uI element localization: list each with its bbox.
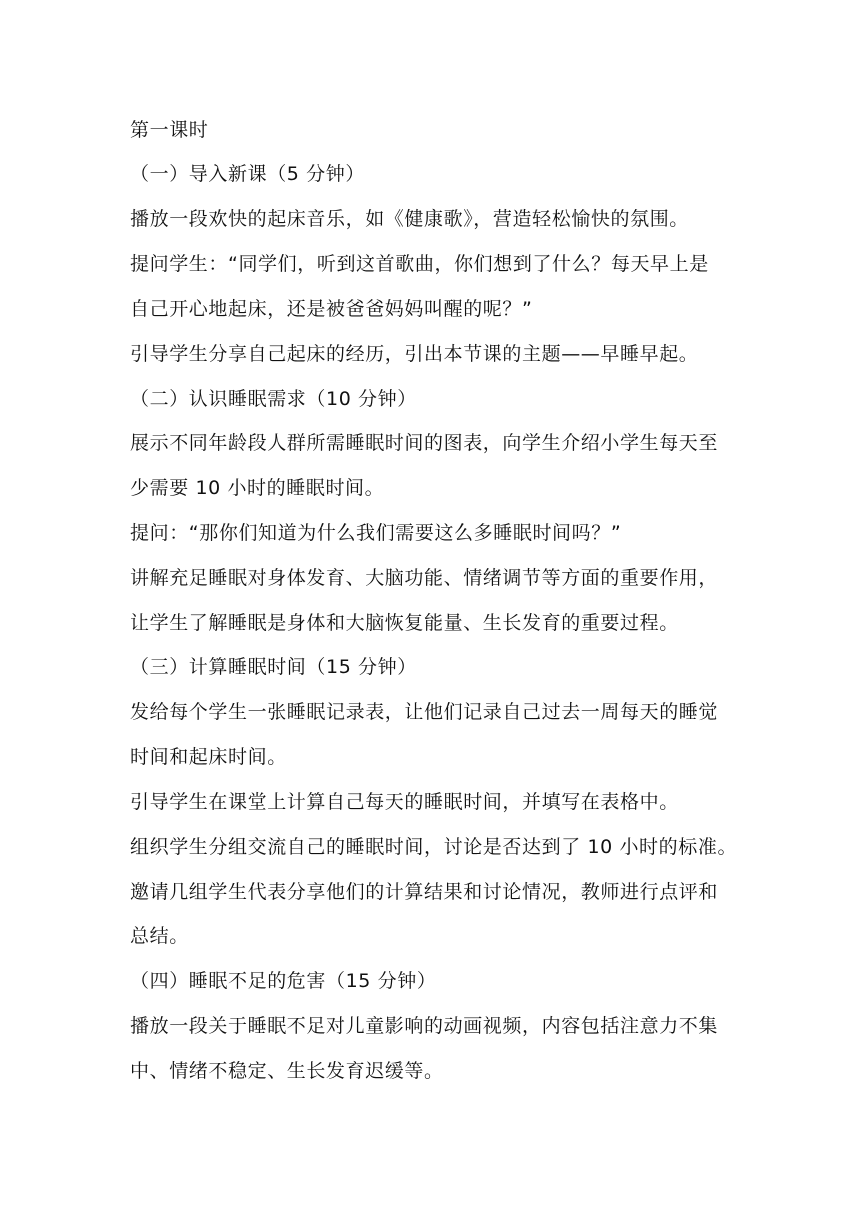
paragraph-line: 组织学生分组交流自己的睡眠时间，讨论是否达到了 10 小时的标准。 xyxy=(130,836,738,858)
paragraph-line: 提问：“那你们知道为什么我们需要这么多睡眠时间吗？” xyxy=(130,522,622,544)
paragraph-line: 提问学生：“同学们，听到这首歌曲，你们想到了什么？每天早上是 xyxy=(130,253,709,275)
paragraph-line: 播放一段关于睡眠不足对儿童影响的动画视频，内容包括注意力不集 xyxy=(130,1015,719,1037)
paragraph-line: 邀请几组学生代表分享他们的计算结果和讨论情况，教师进行点评和 xyxy=(130,881,719,903)
paragraph-line: 自己开心地起床，还是被爸爸妈妈叫醒的呢？” xyxy=(130,298,533,320)
section-heading-1: （一）导入新课（5 分钟） xyxy=(130,163,365,185)
paragraph-line: 让学生了解睡眠是身体和大脑恢复能量、生长发育的重要过程。 xyxy=(130,612,679,634)
section-heading-2: （二）认识睡眠需求（10 分钟） xyxy=(130,388,417,410)
section-heading-4: （四）睡眠不足的危害（15 分钟） xyxy=(130,970,437,992)
paragraph-line: 中、情绪不稳定、生长发育迟缓等。 xyxy=(130,1060,444,1082)
paragraph-line: 总结。 xyxy=(130,925,189,947)
paragraph-line: 少需要 10 小时的睡眠时间。 xyxy=(130,477,385,499)
lesson-title: 第一课时 xyxy=(130,119,209,141)
paragraph-line: 发给每个学生一张睡眠记录表，让他们记录自己过去一周每天的睡觉 xyxy=(130,701,719,723)
paragraph-line: 播放一段欢快的起床音乐，如《健康歌》，营造轻松愉快的氛围。 xyxy=(130,208,689,230)
paragraph-line: 讲解充足睡眠对身体发育、大脑功能、情绪调节等方面的重要作用， xyxy=(130,567,719,589)
paragraph-line: 引导学生在课堂上计算自己每天的睡眠时间，并填写在表格中。 xyxy=(130,791,679,813)
paragraph-line: 引导学生分享自己起床的经历，引出本节课的主题——早睡早起。 xyxy=(130,343,699,365)
paragraph-line: 时间和起床时间。 xyxy=(130,746,287,768)
paragraph-line: 展示不同年龄段人群所需睡眠时间的图表，向学生介绍小学生每天至 xyxy=(130,432,719,454)
section-heading-3: （三）计算睡眠时间（15 分钟） xyxy=(130,656,417,678)
